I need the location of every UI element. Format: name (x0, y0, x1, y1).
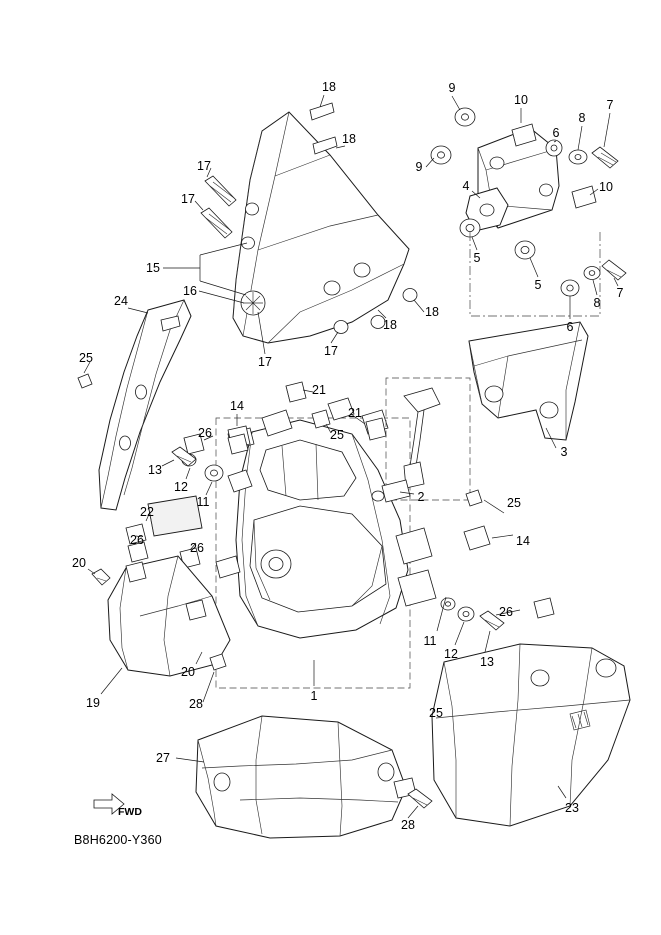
callout-number: 3 (560, 444, 568, 459)
callout-number: 17 (197, 158, 211, 173)
callout-number: 6 (566, 319, 574, 334)
right-side-cowl-23 (432, 644, 630, 826)
callout-number: 20 (72, 555, 86, 570)
callout-number: 26 (190, 540, 204, 555)
callout-number: 7 (606, 97, 614, 112)
callout-number: 25 (79, 350, 93, 365)
callout-number: 17 (324, 343, 338, 358)
left-side-cowl-19 (88, 556, 230, 702)
callout-number: 18 (322, 79, 336, 94)
callout-number: 18 (425, 304, 439, 319)
callout-number: 14 (230, 398, 244, 413)
callout-number: 8 (578, 110, 586, 125)
callout-number: 17 (181, 191, 195, 206)
callout-number: 8 (593, 295, 601, 310)
callout-number: 1 (310, 688, 318, 703)
callout-number: 18 (342, 131, 356, 146)
callout-number: 13 (480, 654, 494, 669)
callout-number: 10 (514, 92, 528, 107)
callout-number: 17 (258, 354, 272, 369)
headlight-stay-assembly (426, 92, 626, 319)
callout-number: 25 (429, 705, 443, 720)
callout-number: 12 (174, 479, 188, 494)
callout-number: 23 (565, 800, 579, 815)
callout-number: 16 (183, 283, 197, 298)
callout-number: 26 (130, 532, 144, 547)
callout-number: 19 (86, 695, 100, 710)
callout-number: 12 (444, 646, 458, 661)
lower-front-cowl-27 (176, 716, 432, 838)
left-fastener-group (126, 414, 252, 568)
callout-number: 22 (140, 504, 154, 519)
callout-number: 21 (348, 405, 362, 420)
left-rail-24 (78, 300, 191, 510)
callout-number: 21 (312, 382, 326, 397)
callout-number: 13 (148, 462, 162, 477)
inner-panel-3 (469, 319, 588, 448)
callout-number: 24 (114, 293, 128, 308)
callout-number: 7 (616, 285, 624, 300)
callout-number: 9 (415, 159, 423, 174)
callout-number: 11 (196, 494, 210, 509)
callout-number: 11 (423, 633, 437, 648)
callout-number: 4 (462, 178, 470, 193)
callout-number: 28 (189, 696, 203, 711)
callout-number: 9 (448, 80, 456, 95)
callout-number: 15 (146, 260, 160, 275)
callout-number: 10 (599, 179, 613, 194)
callout-number: 28 (401, 817, 415, 832)
callout-number: 25 (330, 427, 344, 442)
callout-number: 26 (499, 604, 513, 619)
callout-number: 5 (473, 250, 481, 265)
callout-number: 26 (198, 425, 212, 440)
windscreen-assembly (163, 95, 424, 354)
callout-number: 25 (507, 495, 521, 510)
fwd-direction-label: FWD (118, 806, 142, 818)
callout-number: 20 (181, 664, 195, 679)
callout-number: 27 (156, 750, 170, 765)
part-number-code: B8H6200-Y360 (74, 833, 162, 847)
callout-number: 6 (552, 125, 560, 140)
callout-number: 18 (383, 317, 397, 332)
callout-number: 5 (534, 277, 542, 292)
callout-number: 2 (417, 489, 425, 504)
callout-number: 14 (516, 533, 530, 548)
